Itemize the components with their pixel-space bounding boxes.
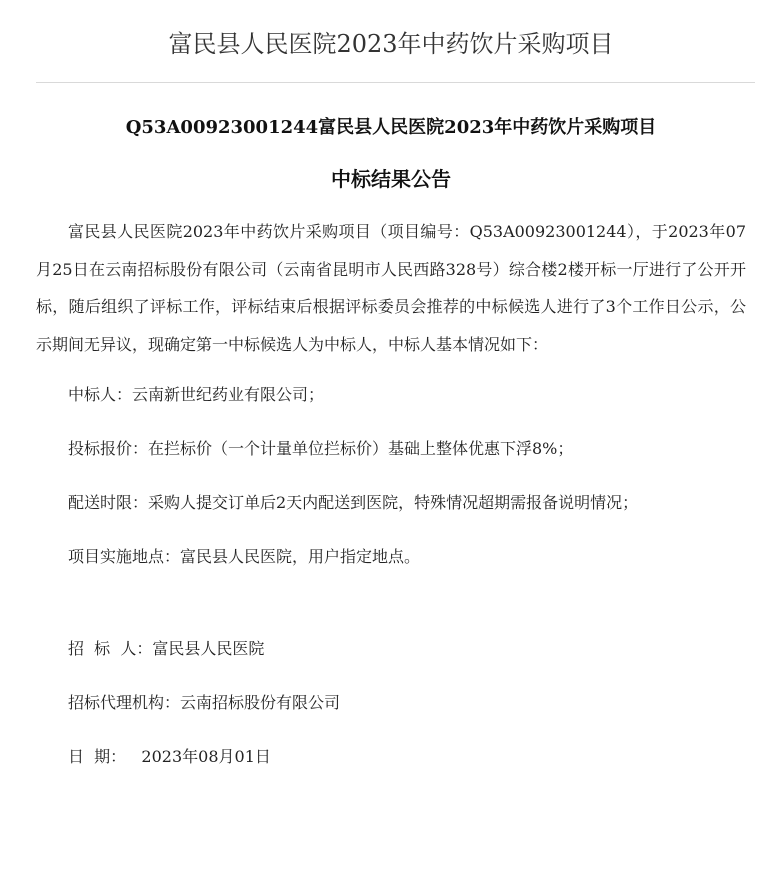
tenderer-line: 招 标 人：富民县人民医院 bbox=[68, 639, 265, 659]
delivery-line: 配送时限：采购人提交订单后2天内配送到医院，特殊情况超期需报备说明情况； bbox=[68, 493, 639, 513]
date-line: 日 期： 2023年08月01日 bbox=[68, 747, 271, 767]
notice-article bbox=[0, 115, 782, 769]
notice-subtitle: 中标结果公告 bbox=[331, 167, 451, 191]
location-line: 项目实施地点：富民县人民医院，用户指定地点。 bbox=[68, 547, 421, 567]
bid-price-line: 投标报价：在拦标价（一个计量单位拦标价）基础上整体优惠下浮8%； bbox=[68, 439, 574, 459]
intro-paragraph: 富民县人民医院2023年中药饮片采购项目（项目编号：Q53A00923001244），于2023年07月25日在云南招标股份有限公司（云南省昆明市人民西路328号）综合楼2楼开标一厅进行了公开开标，随后组织了评标工作，评标结束后根据评标委员会推荐的中标候选人进行了3个工作日公示，公示期间无异议，现确定第一中标候选人为中标人，中标人基本情况如下： bbox=[36, 222, 746, 354]
winner-line: 中标人：云南新世纪药业有限公司； bbox=[68, 385, 325, 405]
page-header bbox=[0, 0, 782, 82]
notice-title: Q53A00923001244富民县人民医院2023年中药饮片采购项目 bbox=[125, 117, 657, 138]
agency-line: 招标代理机构：云南招标股份有限公司 bbox=[68, 693, 341, 713]
site-title: 富民县人民医院2023年中药饮片采购项目 bbox=[168, 29, 614, 58]
header-divider bbox=[36, 82, 755, 83]
